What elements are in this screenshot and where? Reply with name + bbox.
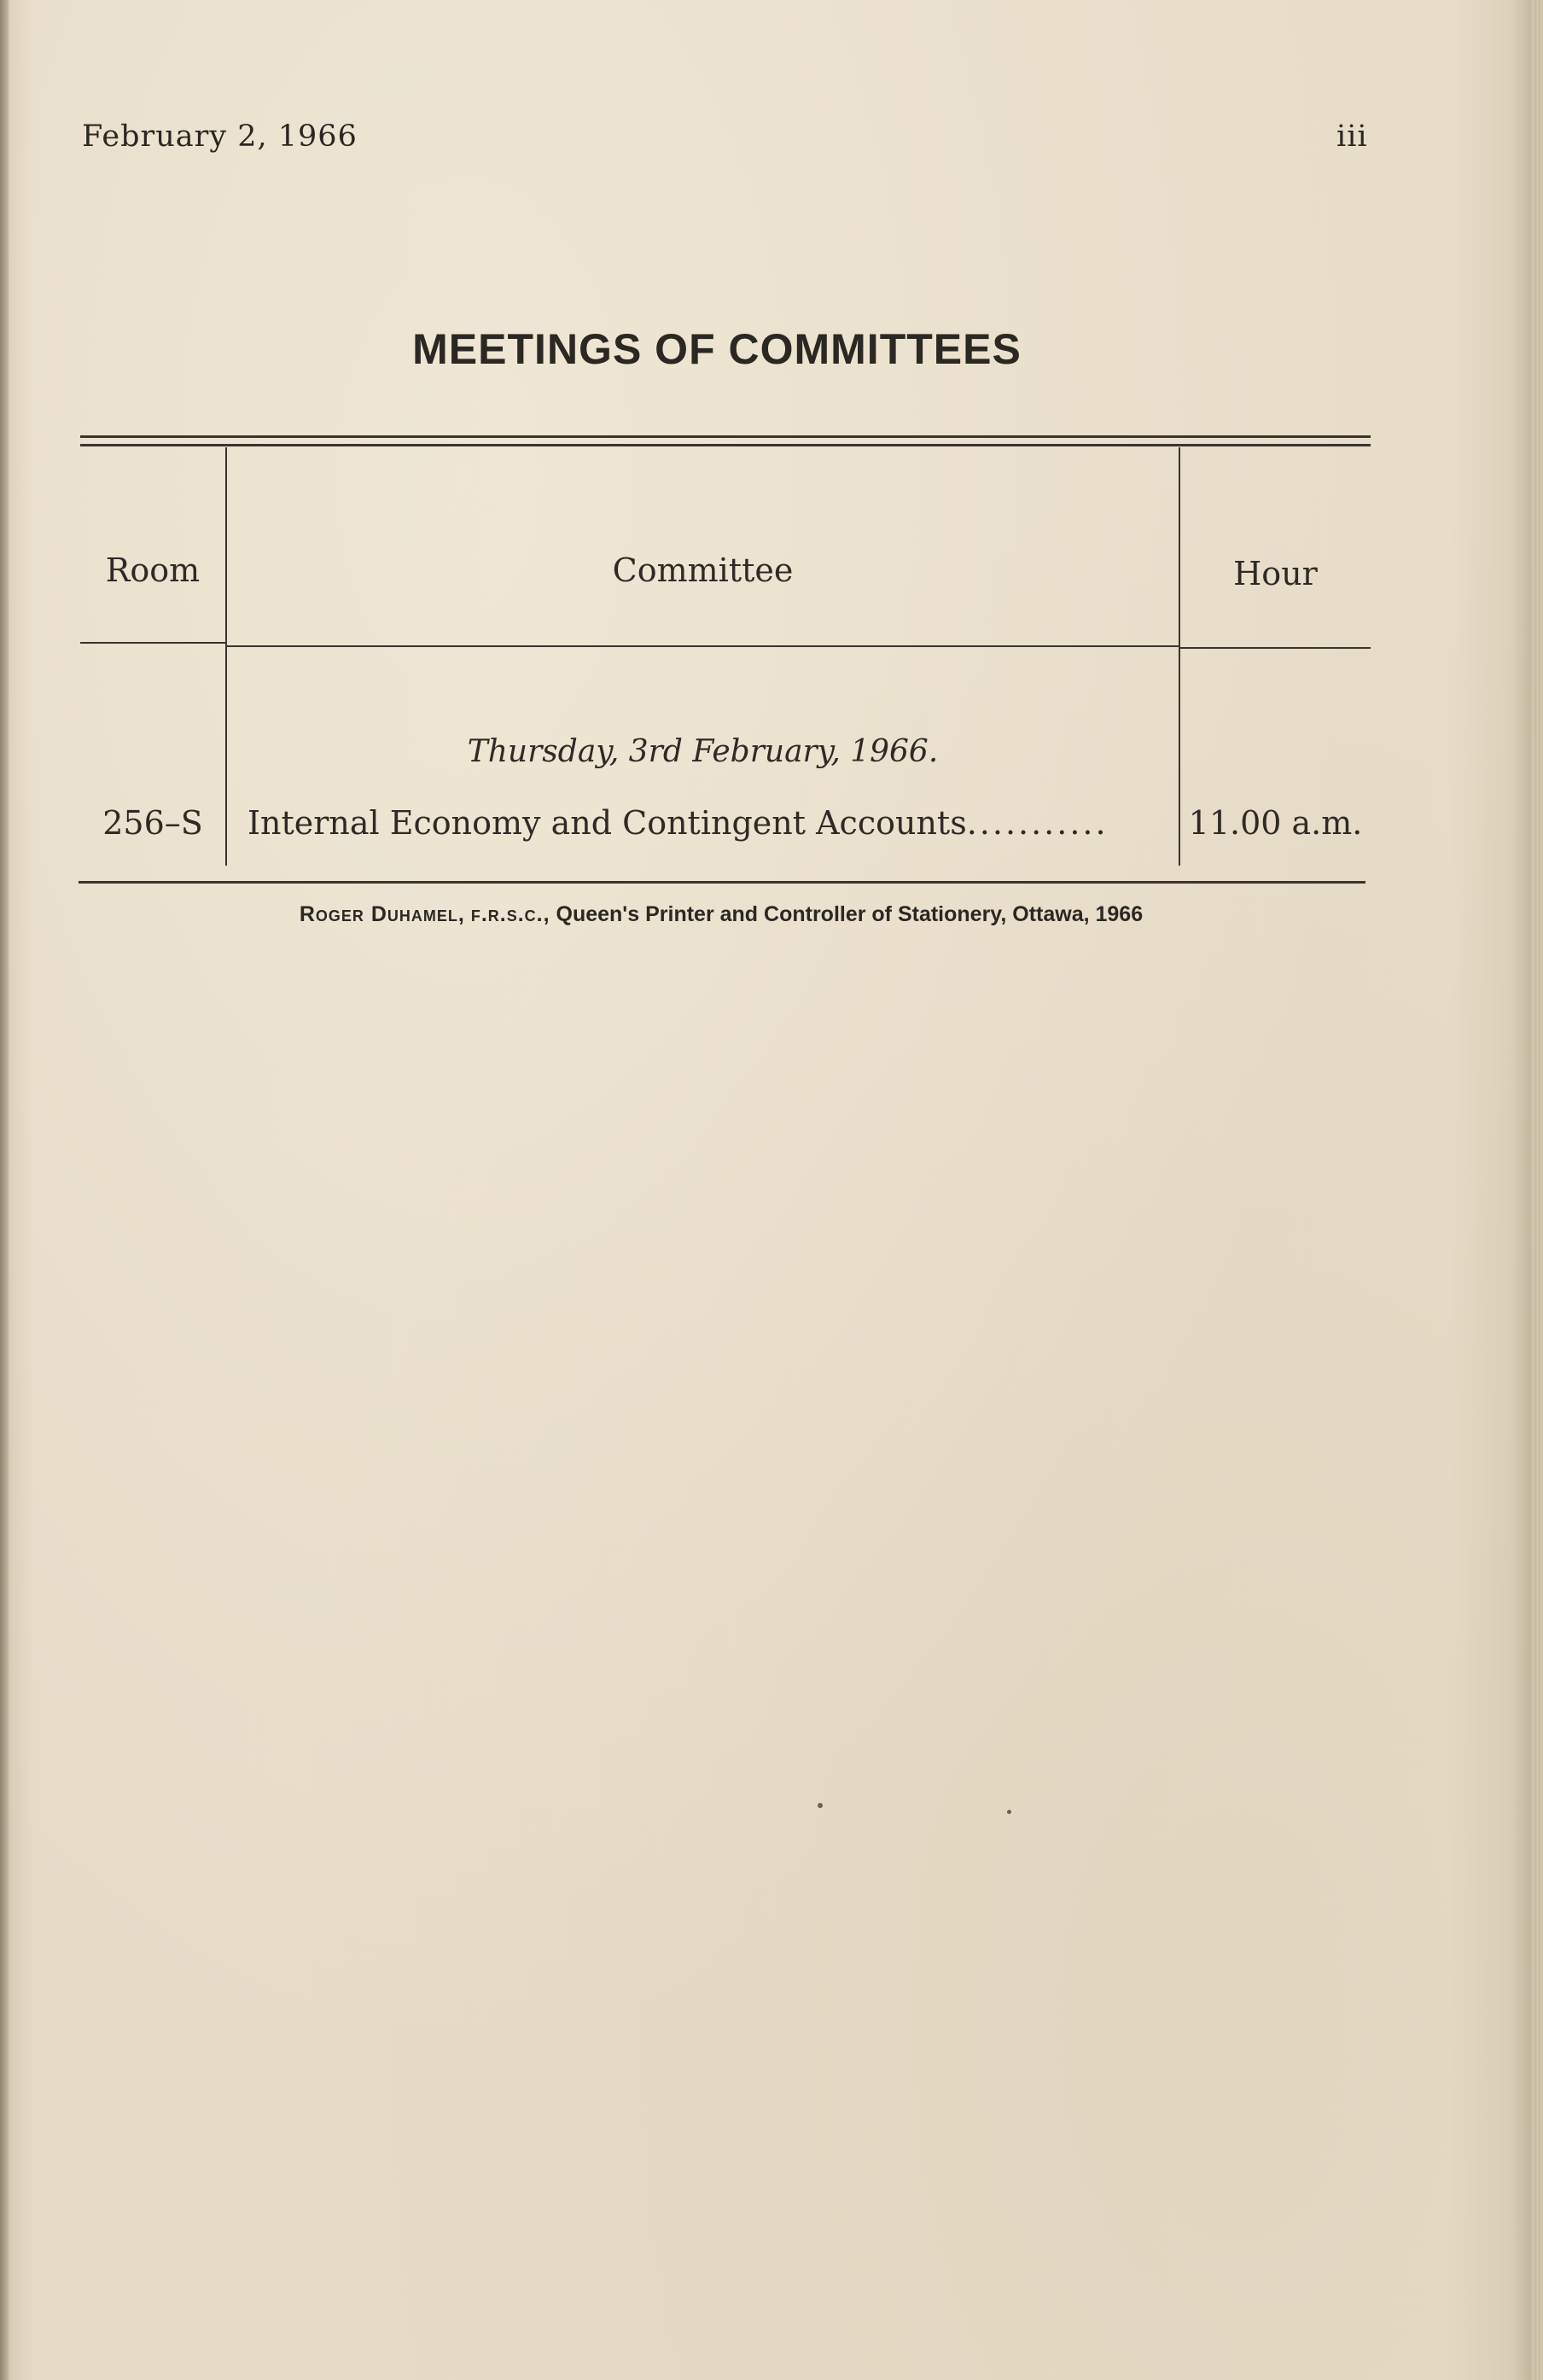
leader-dots: ........... xyxy=(966,804,1109,842)
printer-imprint xyxy=(0,902,1442,927)
column-header-hour: Hour xyxy=(1233,555,1318,592)
page-right-edge xyxy=(1531,0,1543,2380)
column-divider xyxy=(1179,447,1180,866)
column-header-room: Room xyxy=(105,551,201,589)
table-top-rule-second xyxy=(80,444,1371,446)
committee-cell xyxy=(247,804,1161,842)
imprint-text: Queen's Printer and Controller of Stationery, Ottawa, 1966 xyxy=(556,902,1144,926)
column-header-committee: Committee xyxy=(612,551,794,589)
page-title: MEETINGS OF COMMITTEES xyxy=(412,325,1022,373)
day-heading: Thursday, 3rd February, 1966. xyxy=(467,734,939,769)
paper-speck xyxy=(818,1803,823,1808)
table-bottom-rule xyxy=(79,881,1365,884)
running-head-date: February 2, 1966 xyxy=(82,120,358,154)
hour-cell: 11.00 a.m. xyxy=(1188,804,1363,842)
imprint-name: Roger Duhamel, xyxy=(299,902,465,926)
imprint-credentials: f.r.s.c., xyxy=(470,902,550,926)
paper-speck xyxy=(1007,1810,1011,1814)
header-rule xyxy=(80,642,225,644)
header-rule xyxy=(227,645,1179,647)
table-top-rule xyxy=(80,435,1371,438)
room-cell: 256–S xyxy=(102,804,203,842)
header-rule xyxy=(1180,647,1371,649)
column-divider xyxy=(225,447,227,866)
page-number: iii xyxy=(1336,120,1368,154)
committee-name: Internal Economy and Contingent Accounts xyxy=(247,804,967,842)
